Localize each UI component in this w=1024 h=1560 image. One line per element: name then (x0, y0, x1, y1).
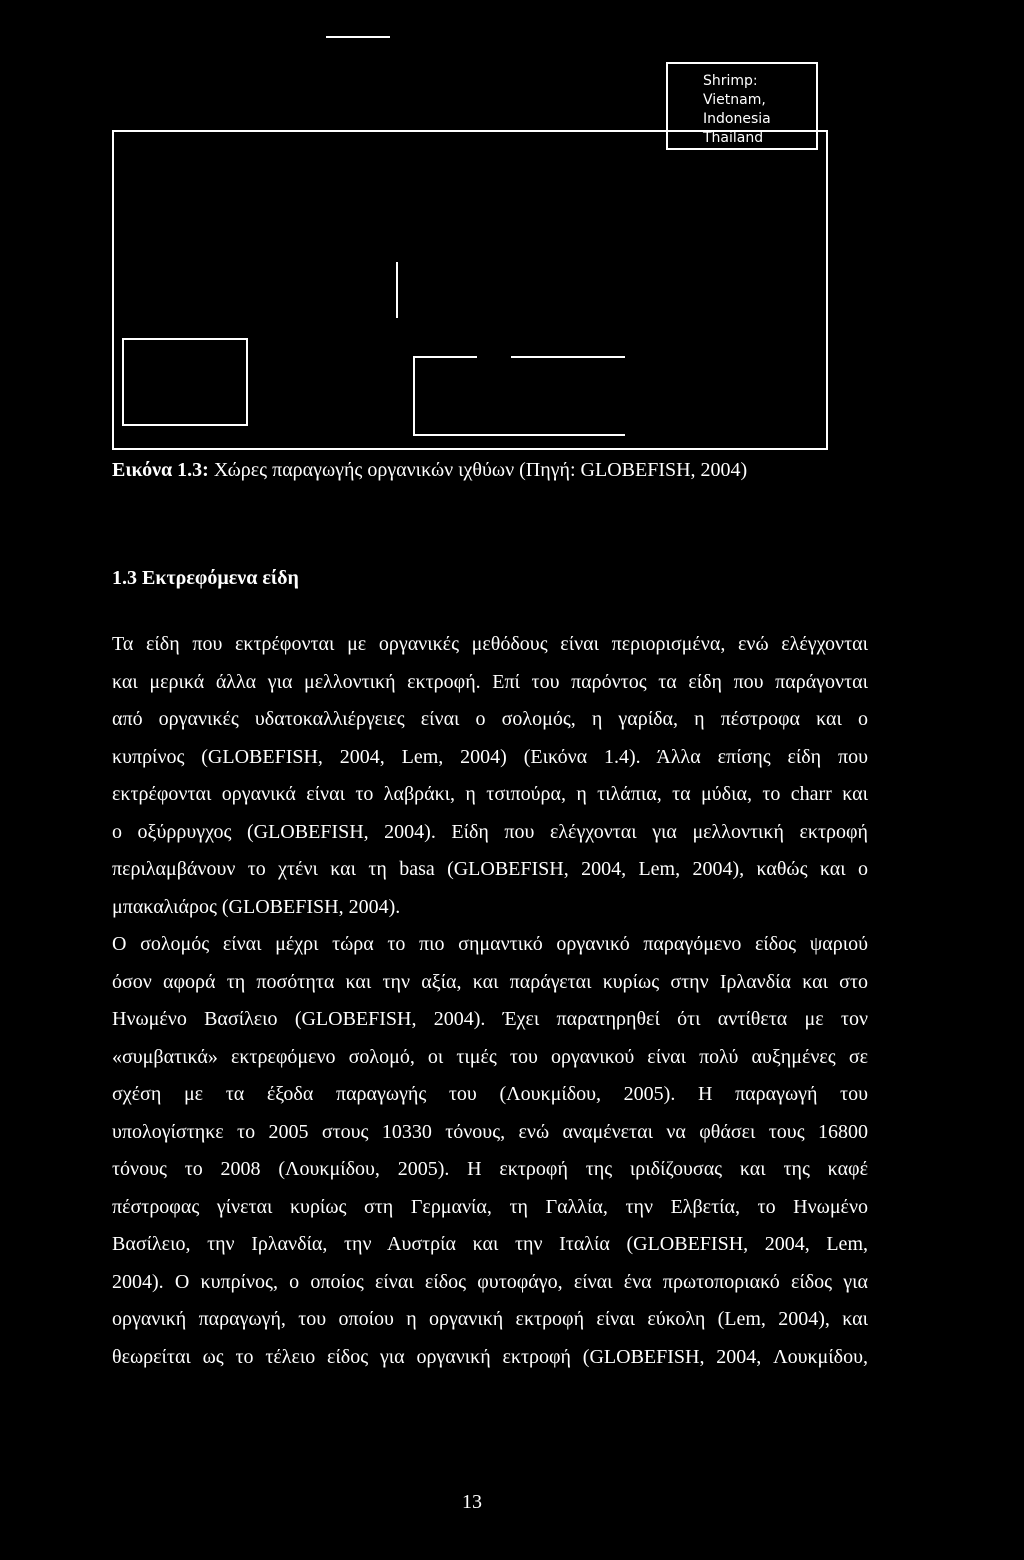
text-line: υπολογίστηκε το 2005 στους 10330 τόνους, ενώ αναμένεται να φθάσει τους 16800 (112, 1120, 868, 1143)
text-line: εκτρέφονται οργανικά είναι το λαβράκι, η τσιπούρα, η τιλάπια, τα μύδια, το charr και (112, 783, 868, 805)
text-line: πέστροφας γίνεται κυρίως στη Γερμανία, τη Γαλλία, την Ελβετία, το Ηνωμένο (112, 1195, 868, 1218)
caption-label: Εικόνα 1.3: (112, 459, 209, 481)
text-line: και μερικά άλλα για μελλοντική εκτροφή. Επί του παρόντος τα είδη που παράγονται (112, 670, 868, 693)
page-number: 13 (462, 1491, 482, 1513)
text-line: περιλαμβάνουν το χτένι και τη basa (GLOBEFISH, 2004, Lem, 2004), καθώς και ο (112, 858, 868, 880)
text-line: οργανική παραγωγή, του οποίου η οργανική εκτροφή είναι εύκολη (Lem, 2004), και (112, 1308, 868, 1330)
figure-line (413, 356, 415, 436)
text-line: από οργανικές υδατοκαλλιέργειες είναι ο σολομός, η γαρίδα, η πέστροφα και ο (112, 708, 868, 730)
section-heading: 1.3 Εκτρεφόμενα είδη (112, 567, 299, 589)
text-line: τόνους το 2008 (Λουκμίδου, 2005). Η εκτροφή της ιριδίζουσας και της καφέ (112, 1158, 868, 1180)
shrimp-label-country: Thailand (703, 130, 764, 146)
shrimp-legend-text (703, 72, 771, 148)
text-line: 2004). Ο κυπρίνος, ο οποίος είναι είδος φυτοφάγο, είναι ένα πρωτοποριακό είδος για (112, 1270, 868, 1293)
text-line: Βασίλειο, την Ιρλανδία, την Αυστρία και την Ιταλία (GLOBEFISH, 2004, Lem, (112, 1233, 868, 1255)
text-line: Ηνωμένο Βασίλειο (GLOBEFISH, 2004). Έχει παρατηρηθεί ότι αντίθετα με τον (112, 1008, 868, 1030)
figure-line (326, 36, 390, 38)
text-line: ο οξύρρυγχος (GLOBEFISH, 2004). Είδη που ελέγχονται για μελλοντική εκτροφή (112, 820, 868, 843)
text-line: θεωρείται ως το τέλειο είδος για οργανική εκτροφή (GLOBEFISH, 2004, Λουκμίδου, (112, 1345, 868, 1368)
body-text (112, 626, 868, 1376)
figure-line (413, 434, 625, 436)
shrimp-label-title: Shrimp: (703, 73, 758, 89)
text-line: όσον αφορά τη ποσότητα και την αξία, και παράγεται κυρίως στην Ιρλανδία και στο (112, 970, 868, 993)
figure-rect-left (122, 338, 248, 426)
caption-text: Χώρες παραγωγής οργανικών ιχθύων (Πηγή: GLOBEFISH, 2004) (208, 459, 748, 481)
text-line: Τα είδη που εκτρέφονται με οργανικές μεθόδους είναι περιορισμένα, ενώ ελέγχονται (112, 633, 868, 655)
text-line: μπακαλιάρος (GLOBEFISH, 2004). (112, 895, 401, 918)
figure-line (396, 262, 398, 318)
text-line: κυπρίνος (GLOBEFISH, 2004, Lem, 2004) (Εικόνα 1.4). Άλλα επίσης είδη που (112, 745, 868, 768)
figure-line (413, 356, 477, 358)
figure-line (511, 356, 625, 358)
shrimp-label-country: Vietnam, (703, 92, 766, 108)
text-line: Ο σολομός είναι μέχρι τώρα το πιο σημαντικό οργανικό παραγόμενο είδος ψαριού (112, 933, 868, 955)
text-line: σχέση με τα έξοδα παραγωγής του (Λουκμίδου, 2005). Η παραγωγή του (112, 1083, 868, 1105)
text-line: «συμβατικά» εκτρεφόμενο σολομό, οι τιμές του οργανικού είναι πολύ αυξημένες σε (112, 1045, 868, 1068)
figure-caption (112, 458, 747, 482)
shrimp-label-country: Indonesia (703, 111, 771, 127)
